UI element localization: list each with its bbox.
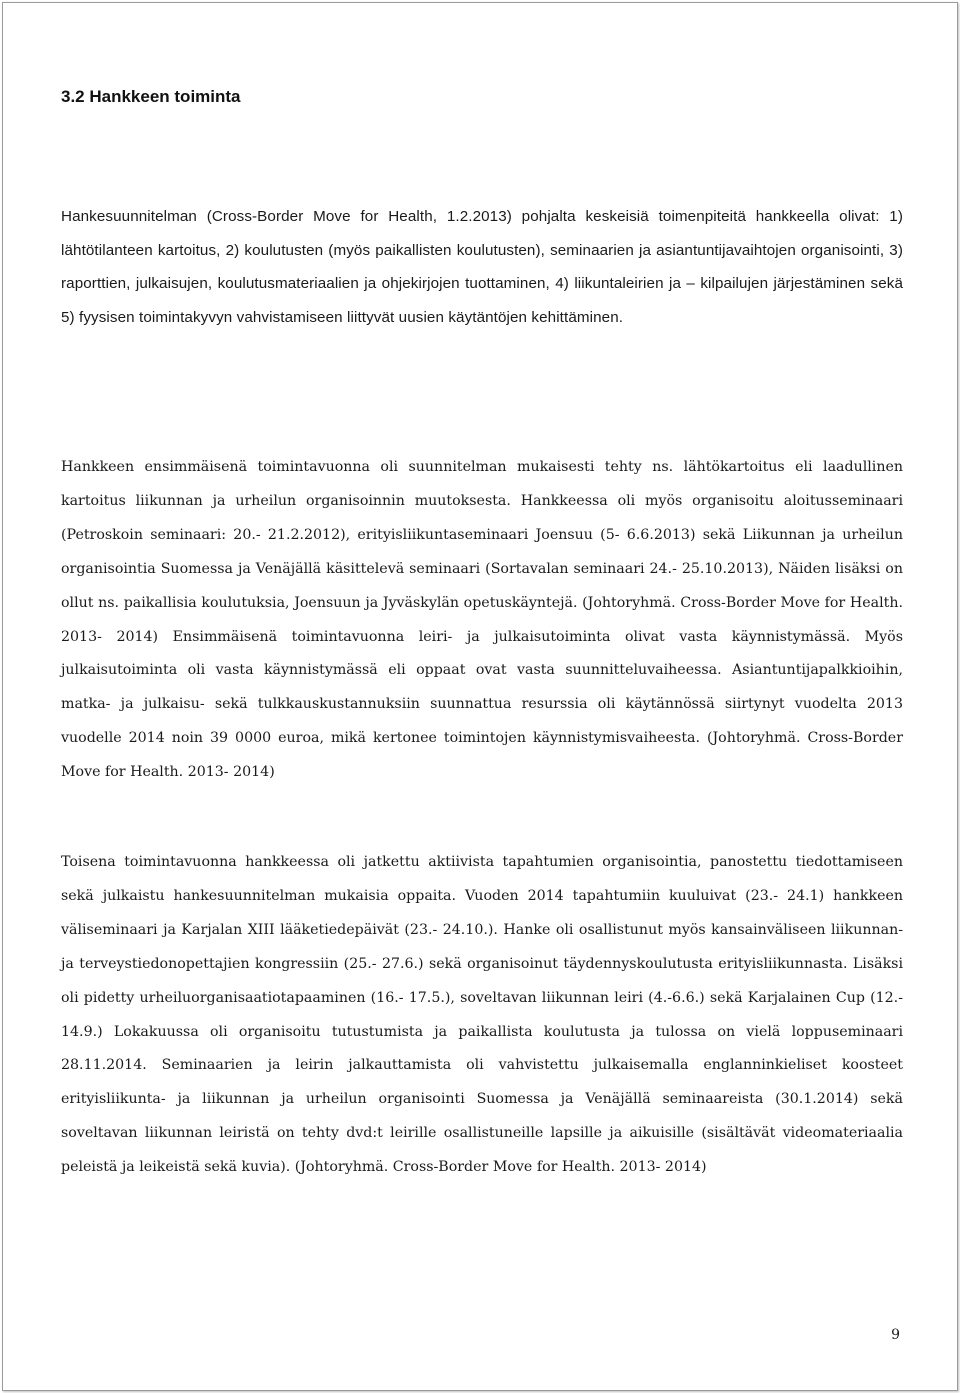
section-heading: 3.2 Hankkeen toiminta (61, 87, 241, 106)
paragraph-action-plan: Hankesuunnitelman (Cross-Border Move for Health, 1.2.2013) pohjalta keskeisiä toimenpiteitä hankkeella olivat: 1) lähtötilanteen kartoitus, 2) koulutusten (myös paikallisten koulutusten), seminaarien ja asiantuntijavaihtojen organisointi, 3) raporttien, julkaisujen, koulutusmateriaalien ja ohjekirjojen tuottaminen, 4) liikuntaleirien ja – kilpailujen järjestäminen sekä 5) fyysisen toimintakyvyn vahvistamiseen liittyvät uusien käytäntöjen kehittäminen. (61, 208, 903, 326)
page-number: 9 (891, 1327, 900, 1343)
paragraph-second-year: Toisena toimintavuonna hankkeessa oli jatkettu aktiivista tapahtumien organisointia, panostettu tiedottamiseen sekä julkaistu hankesuunnitelman mukaisia oppaita. Vuoden 2014 tapahtumiin kuuluivat (23.- 24.1) hankkeen väliseminaari ja Karjalan XIII lääketiedepäivät (23.- 24.10.). Hanke oli osallistunut myös kansainväliseen liikunnan- ja terveystiedonopettajien kongressiin (25.- 27.6.) sekä organisoinut täydennyskoulutusta erityisliikunnasta. Lisäksi oli pidetty urheiluorganisaatiotapaaminen (16.- 17.5.), soveltavan liikunnan leiri (4.-6.6.) sekä Karjalainen Cup (12.- 14.9.) Lokakuussa oli organisoitu tutustumista ja paikallista koulutusta ja tulossa on vielä loppuseminaari 28.11.2014. Seminaarien ja leirin jalkauttamista oli vahvistettu julkaisemalla englanninkieliset koosteet erityisliikunta- ja liikunnan ja urheilun organisointi Suomessa ja Venäjällä seminaareista (30.1.2014) sekä soveltavan liikunnan leiristä on tehty dvd:t leirille osallistuneille lapsille ja aikuisille (sisältävät videomateriaalia peleistä ja leikeistä sekä kuvia). (Johtoryhmä. Cross-Border Move for Health. 2013- 2014) (61, 854, 903, 1176)
paragraph-first-year: Hankkeen ensimmäisenä toimintavuonna oli suunnitelman mukaisesti tehty ns. lähtökartoitus eli laadullinen kartoitus liikunnan ja urheilun organisoinnin muutoksesta. Hankkeessa oli myös organisoitu aloitusseminaari (Petroskoin seminaari: 20.- 21.2.2012), erityisliikuntaseminaari Joensuu (5- 6.6.2013) sekä Liikunnan ja urheilun organisointia Suomessa ja Venäjällä käsittelevä seminaari (Sortavalan seminaari 24.- 25.10.2013), Näiden lisäksi on ollut ns. paikallisia koulutuksia, Joensuun ja Jyväskylän opetuskäyntejä. (Johtoryhmä. Cross-Border Move for Health. 2013- 2014) Ensimmäisenä toimintavuonna leiri- ja julkaisutoiminta olivat vasta käynnistymässä. Myös julkaisutoiminta oli vasta käynnistymässä eli oppaat ovat vasta suunnitteluvaiheessa. Asiantuntijapalkkioihin, matka- ja julkaisu- sekä tulkkauskustannuksiin suunnattua resurssia oli käytännössä siirtynyt vuodelta 2013 vuodelle 2014 noin 39 0000 euroa, mikä kertonee toimintojen käynnistymisvaiheesta. (Johtoryhmä. Cross-Border Move for Health. 2013- 2014) (61, 459, 903, 781)
document-page (2, 2, 958, 1391)
